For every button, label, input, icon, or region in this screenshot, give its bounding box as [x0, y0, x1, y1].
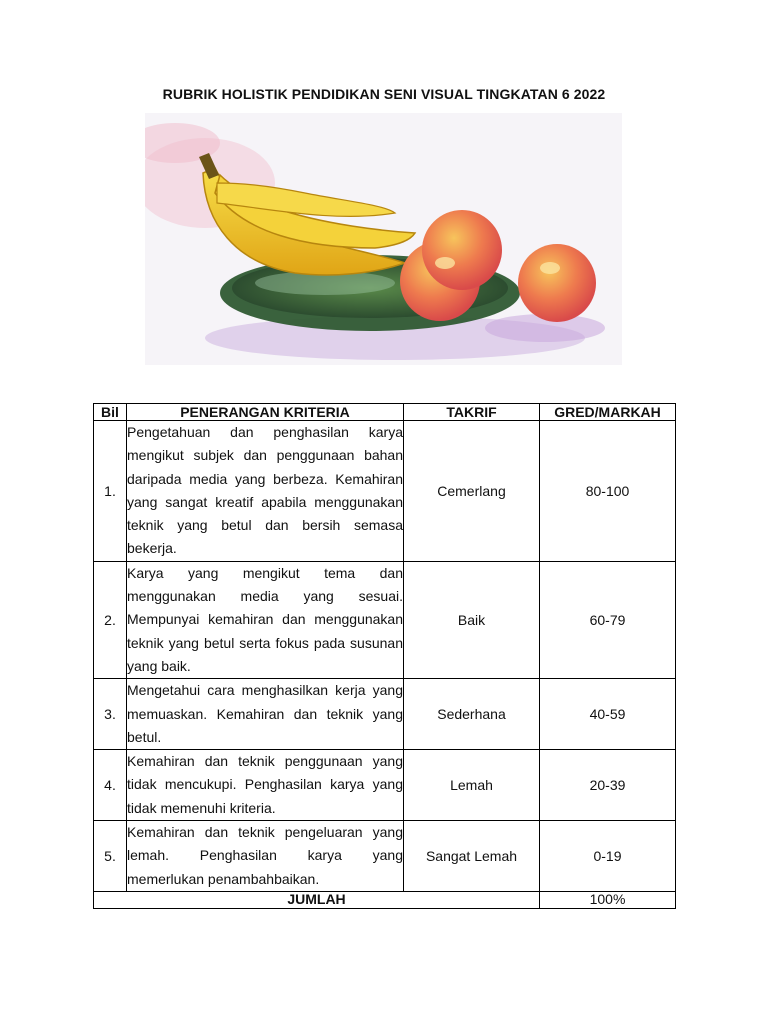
criteria-text: Karya yang mengikut tema dan menggunakan media yang sesuai. Mempunyai kemahiran dan menggunakan teknik yang betul serta fokus pada susunan yang baik. — [127, 561, 404, 678]
table-row — [94, 750, 676, 821]
row-number: 1. — [94, 421, 127, 562]
criteria-text: Kemahiran dan teknik penggunaan yang tidak mencukupi. Penghasilan karya yang tidak memenuhi kriteria. — [127, 750, 404, 821]
row-number: 4. — [94, 750, 127, 821]
criteria-text: Kemahiran dan teknik pengeluaran yang lemah. Penghasilan karya yang memerlukan penambahbaikan. — [127, 821, 404, 892]
total-value: 100% — [540, 891, 676, 908]
criteria-text: Pengetahuan dan penghasilan karya mengikut subjek dan penggunaan bahan daripada media yang berbeza. Kemahiran yang sangat kreatif apabila menggunakan teknik yang betul dan bersih semasa bekerja. — [127, 421, 404, 562]
row-number: 5. — [94, 821, 127, 892]
takrif-text: Sederhana — [404, 679, 540, 750]
table-row — [94, 561, 676, 678]
table-row — [94, 821, 676, 892]
header-criteria: PENERANGAN KRITERIA — [127, 404, 404, 421]
table-row — [94, 679, 676, 750]
header-bil: Bil — [94, 404, 127, 421]
fruit-still-life-painting — [145, 113, 622, 365]
row-number: 3. — [94, 679, 127, 750]
criteria-text: Mengetahui cara menghasilkan kerja yang memuaskan. Kemahiran dan teknik yang betul. — [127, 679, 404, 750]
gred-text: 40-59 — [540, 679, 676, 750]
total-label: JUMLAH — [94, 891, 540, 908]
gred-text: 80-100 — [540, 421, 676, 562]
header-gred: GRED/MARKAH — [540, 404, 676, 421]
gred-text: 20-39 — [540, 750, 676, 821]
document-title: RUBRIK HOLISTIK PENDIDIKAN SENI VISUAL TINGKATAN 6 2022 — [162, 86, 606, 102]
row-number: 2. — [94, 561, 127, 678]
gred-text: 60-79 — [540, 561, 676, 678]
header-takrif: TAKRIF — [404, 404, 540, 421]
table-header-row — [94, 404, 676, 421]
rubric-table — [93, 403, 676, 909]
gred-text: 0-19 — [540, 821, 676, 892]
takrif-text: Baik — [404, 561, 540, 678]
table-row — [94, 421, 676, 562]
takrif-text: Cemerlang — [404, 421, 540, 562]
takrif-text: Lemah — [404, 750, 540, 821]
total-row — [94, 891, 676, 908]
takrif-text: Sangat Lemah — [404, 821, 540, 892]
